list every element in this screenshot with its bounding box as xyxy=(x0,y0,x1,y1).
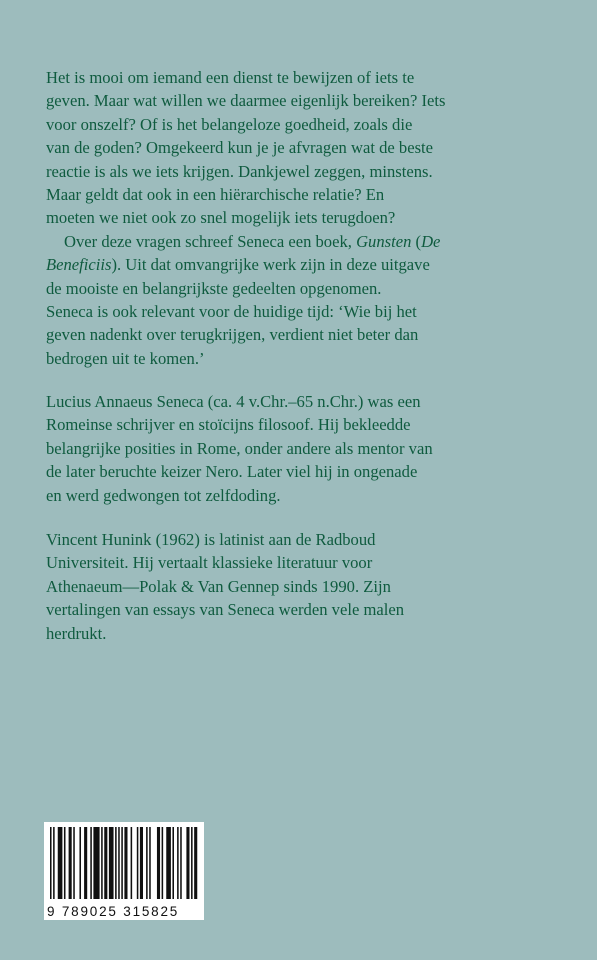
barcode-bar xyxy=(118,827,120,899)
blurb-line: Het is mooi om iemand een dienst te bewijzen of iets te xyxy=(46,68,415,87)
author-bio xyxy=(46,390,566,507)
blurb-line: moeten we niet ook zo snel mogelijk iets terugdoen? xyxy=(46,208,396,228)
author-bio-line: en werd gedwongen tot zelfdoding. xyxy=(46,485,281,505)
blurb-line: de mooiste en belangrijkste gedeelten opgenomen. xyxy=(46,278,382,298)
author-bio-line: Lucius Annaeus Seneca (ca. 4 v.Chr.–65 n.Chr.) was een xyxy=(46,392,421,411)
book-title: Gunsten xyxy=(356,231,412,251)
barcode-bar xyxy=(177,827,179,899)
barcode-bar xyxy=(140,827,143,899)
barcode-bar xyxy=(191,827,193,899)
barcode-bar xyxy=(79,827,81,899)
barcode-bar xyxy=(84,827,87,899)
blurb-line: Seneca is ook relevant voor de huidige tijd: ‘Wie bij het xyxy=(46,302,417,322)
blurb-text: ( xyxy=(411,231,422,251)
blurb-line: van de goden? Omgekeerd kun je je afvragen wat de beste xyxy=(46,138,434,158)
barcode-bar xyxy=(146,827,148,899)
barcode xyxy=(44,822,204,920)
latin-title-part: Beneficiis xyxy=(46,255,112,275)
barcode-bar xyxy=(180,827,182,899)
author-bio-line: belangrijke posities in Rome, onder andere als mentor van xyxy=(46,438,433,458)
blurb-line: reactie is als we iets krijgen. Dankjewel zeggen, minstens. xyxy=(46,161,433,181)
barcode-bar xyxy=(53,827,55,899)
translator-bio-paragraph xyxy=(46,528,566,645)
author-bio-paragraph xyxy=(46,390,566,507)
latin-title-part: De xyxy=(421,231,441,251)
barcode-bar xyxy=(58,827,63,899)
author-bio-line: Romeinse schrijver en stoïcijns filosoof. Hij bekleedde xyxy=(46,415,411,435)
barcode-bar xyxy=(73,827,75,899)
blurb-line: geven nadenkt over terugkrijgen, verdient niet beter dan xyxy=(46,325,419,345)
blurb-line: Maar geldt dat ook in een hiërarchische relatie? En xyxy=(46,185,385,205)
barcode-bar xyxy=(93,827,99,899)
barcode-bar xyxy=(90,827,92,899)
barcode-bar xyxy=(109,827,114,899)
barcode-bar xyxy=(64,827,66,899)
blurb-line: geven. Maar wat willen we daarmee eigenlijk bereiken? Iets xyxy=(46,91,446,111)
barcode-bar xyxy=(131,827,133,899)
barcode-bar xyxy=(162,827,164,899)
isbn-number: 9 789025 315825 xyxy=(47,904,180,919)
blurb-text: Over deze vragen schreef Seneca een boek, xyxy=(64,231,357,251)
barcode-bar xyxy=(166,827,171,899)
blurb-paragraphs xyxy=(46,66,566,370)
blurb-line: voor onszelf? Of is het belangeloze goedheid, zoals die xyxy=(46,114,413,134)
barcode-bar xyxy=(137,827,139,899)
blurb-line xyxy=(46,230,566,253)
blurb-line xyxy=(46,253,566,276)
blurb-paragraph-1 xyxy=(46,66,566,230)
translator-bio-line: vertalingen van essays van Seneca werden vele malen xyxy=(46,600,404,620)
blurb-paragraph-2 xyxy=(46,230,566,370)
translator-bio xyxy=(46,528,566,645)
barcode-bars xyxy=(48,827,200,899)
blurb-text: ). Uit dat omvangrijke werk zijn in deze uitgave xyxy=(111,255,430,275)
barcode-bar xyxy=(104,827,107,899)
barcode-bar xyxy=(124,827,127,899)
blurb-line: bedrogen uit te komen.’ xyxy=(46,348,205,368)
barcode-bar xyxy=(157,827,160,899)
barcode-bar xyxy=(149,827,151,899)
author-bio-line: de later beruchte keizer Nero. Later viel hij in ongenade xyxy=(46,462,418,482)
barcode-bar xyxy=(194,827,197,899)
barcode-bar xyxy=(69,827,72,899)
barcode-bar xyxy=(101,827,103,899)
translator-bio-line: Athenaeum—Polak & Van Gennep sinds 1990. Zijn xyxy=(46,576,391,596)
barcode-bar xyxy=(121,827,123,899)
barcode-bar xyxy=(186,827,189,899)
barcode-bar xyxy=(115,827,117,899)
translator-bio-line: Universiteit. Hij vertaalt klassieke literatuur voor xyxy=(46,553,373,573)
translator-bio-line: herdrukt. xyxy=(46,623,107,643)
barcode-bar xyxy=(172,827,174,899)
translator-bio-line: Vincent Hunink (1962) is latinist aan de Radboud xyxy=(46,530,376,549)
barcode-bar xyxy=(50,827,52,899)
